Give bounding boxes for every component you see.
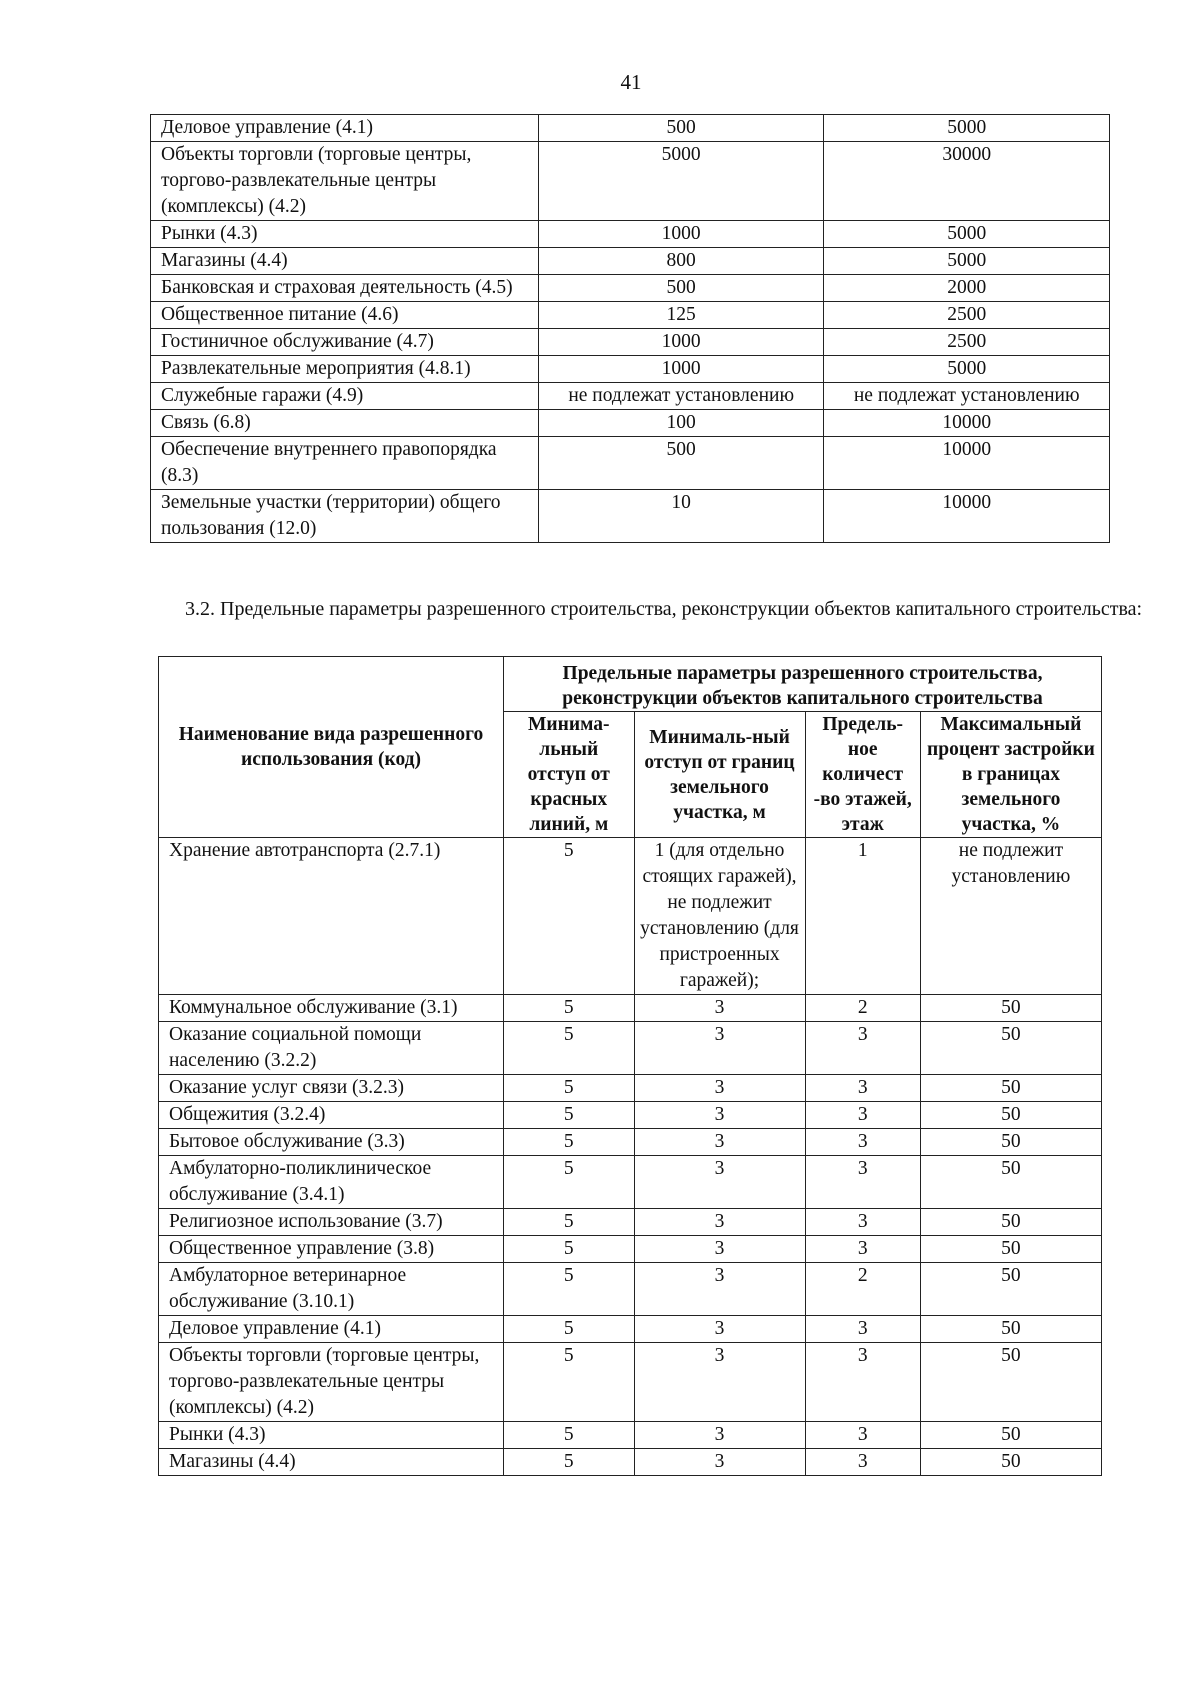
header-border-offset: Минималь-ный отступ от границ земельного участка, м	[634, 712, 805, 838]
floor-limit-cell: 3	[805, 1102, 920, 1129]
border-offset-cell: 3	[634, 1449, 805, 1476]
usage-name-cell: Амбулаторно-поликлиническое обслуживание (3.4.1)	[159, 1156, 504, 1209]
usage-name-cell: Хранение автотранспорта (2.7.1)	[159, 838, 504, 995]
table-row	[151, 410, 1110, 437]
floor-limit-cell: 3	[805, 1422, 920, 1449]
min-area-cell: 5000	[538, 142, 824, 221]
floor-limit-cell: 3	[805, 1449, 920, 1476]
border-offset-cell: 3	[634, 1156, 805, 1209]
min-area-cell: 500	[538, 275, 824, 302]
header-parameters-group: Предельные параметры разрешенного строительства, реконструкции объектов капитального строительства	[504, 657, 1102, 712]
table-row	[151, 302, 1110, 329]
table-row	[151, 142, 1110, 221]
usage-name-cell: Связь (6.8)	[151, 410, 539, 437]
red-line-offset-cell: 5	[504, 1075, 635, 1102]
red-line-offset-cell: 5	[504, 1316, 635, 1343]
max-coverage-cell: 50	[920, 1209, 1101, 1236]
min-area-cell: 100	[538, 410, 824, 437]
floor-limit-cell: 2	[805, 1263, 920, 1316]
min-area-cell: 500	[538, 437, 824, 490]
floor-limit-cell: 1	[805, 838, 920, 995]
table-row	[151, 275, 1110, 302]
table-row	[159, 1236, 1102, 1263]
table-row	[151, 490, 1110, 543]
usage-name-cell: Оказание социальной помощи населению (3.2.2)	[159, 1022, 504, 1075]
header-max-coverage: Максимальный процент застройки в границах земельного участка, %	[920, 712, 1101, 838]
usage-name-cell: Объекты торговли (торговые центры, торгово-развлекательные центры (комплексы) (4.2)	[151, 142, 539, 221]
floor-limit-cell: 3	[805, 1209, 920, 1236]
table-row	[159, 1022, 1102, 1075]
construction-parameters-header	[159, 657, 1102, 838]
max-area-cell: 10000	[824, 437, 1110, 490]
usage-name-cell: Общественное питание (4.6)	[151, 302, 539, 329]
max-area-cell: 5000	[824, 221, 1110, 248]
construction-parameters-body	[159, 838, 1102, 1476]
usage-name-cell: Обеспечение внутреннего правопорядка (8.3)	[151, 437, 539, 490]
usage-name-cell: Коммунальное обслуживание (3.1)	[159, 995, 504, 1022]
section-3-2-paragraph: 3.2. Предельные параметры разрешенного строительства, реконструкции объектов капитального строительства:	[185, 598, 1143, 620]
min-area-cell: 1000	[538, 329, 824, 356]
max-area-cell: 5000	[824, 248, 1110, 275]
min-area-cell: 125	[538, 302, 824, 329]
max-coverage-cell: 50	[920, 1022, 1101, 1075]
table-row	[159, 995, 1102, 1022]
usage-name-cell: Общественное управление (3.8)	[159, 1236, 504, 1263]
max-coverage-cell: 50	[920, 1422, 1101, 1449]
max-area-cell: не подлежат установлению	[824, 383, 1110, 410]
border-offset-cell: 3	[634, 1209, 805, 1236]
table-row	[159, 1075, 1102, 1102]
floor-limit-cell: 3	[805, 1022, 920, 1075]
red-line-offset-cell: 5	[504, 1156, 635, 1209]
max-area-cell: 2000	[824, 275, 1110, 302]
usage-name-cell: Рынки (4.3)	[159, 1422, 504, 1449]
floor-limit-cell: 3	[805, 1129, 920, 1156]
max-coverage-cell: 50	[920, 1236, 1101, 1263]
max-area-cell: 2500	[824, 329, 1110, 356]
min-area-cell: 800	[538, 248, 824, 275]
header-red-line-offset: Минима-льный отступ от красных линий, м	[504, 712, 635, 838]
floor-limit-cell: 2	[805, 995, 920, 1022]
max-area-cell: 5000	[824, 115, 1110, 142]
table-row	[159, 1449, 1102, 1476]
min-area-cell: 10	[538, 490, 824, 543]
header-row-1	[159, 657, 1102, 712]
usage-name-cell: Магазины (4.4)	[151, 248, 539, 275]
max-area-cell: 5000	[824, 356, 1110, 383]
table-row	[159, 1102, 1102, 1129]
red-line-offset-cell: 5	[504, 1129, 635, 1156]
border-offset-cell: 3	[634, 1102, 805, 1129]
border-offset-cell: 3	[634, 1343, 805, 1422]
usage-name-cell: Общежития (3.2.4)	[159, 1102, 504, 1129]
table-row	[151, 221, 1110, 248]
usage-name-cell: Деловое управление (4.1)	[159, 1316, 504, 1343]
red-line-offset-cell: 5	[504, 1236, 635, 1263]
border-offset-cell: 3	[634, 1022, 805, 1075]
max-coverage-cell: не подлежит установлению	[920, 838, 1101, 995]
floor-limit-cell: 3	[805, 1156, 920, 1209]
max-coverage-cell: 50	[920, 995, 1101, 1022]
red-line-offset-cell: 5	[504, 1422, 635, 1449]
header-floor-limit: Предель-ное количест -во этажей, этаж	[805, 712, 920, 838]
border-offset-cell: 3	[634, 1129, 805, 1156]
max-area-cell: 10000	[824, 410, 1110, 437]
usage-name-cell: Объекты торговли (торговые центры, торгово-развлекательные центры (комплексы) (4.2)	[159, 1343, 504, 1422]
floor-limit-cell: 3	[805, 1343, 920, 1422]
table-row	[159, 1422, 1102, 1449]
table-row	[151, 248, 1110, 275]
border-offset-cell: 1 (для отдельно стоящих гаражей), не подлежит установлению (для пристроенных гаражей);	[634, 838, 805, 995]
border-offset-cell: 3	[634, 1263, 805, 1316]
max-coverage-cell: 50	[920, 1449, 1101, 1476]
usage-name-cell: Оказание услуг связи (3.2.3)	[159, 1075, 504, 1102]
red-line-offset-cell: 5	[504, 1209, 635, 1236]
usage-name-cell: Служебные гаражи (4.9)	[151, 383, 539, 410]
usage-name-cell: Магазины (4.4)	[159, 1449, 504, 1476]
red-line-offset-cell: 5	[504, 1343, 635, 1422]
red-line-offset-cell: 5	[504, 995, 635, 1022]
table-row	[151, 356, 1110, 383]
min-area-cell: 1000	[538, 221, 824, 248]
table-row	[151, 115, 1110, 142]
table-row	[159, 1316, 1102, 1343]
table-row	[151, 329, 1110, 356]
red-line-offset-cell: 5	[504, 838, 635, 995]
border-offset-cell: 3	[634, 1316, 805, 1343]
red-line-offset-cell: 5	[504, 1263, 635, 1316]
land-plot-size-table-body	[151, 115, 1110, 543]
border-offset-cell: 3	[634, 1236, 805, 1263]
usage-name-cell: Земельные участки (территории) общего пользования (12.0)	[151, 490, 539, 543]
max-area-cell: 2500	[824, 302, 1110, 329]
table-row	[159, 838, 1102, 995]
usage-name-cell: Рынки (4.3)	[151, 221, 539, 248]
floor-limit-cell: 3	[805, 1316, 920, 1343]
construction-parameters-table	[158, 656, 1102, 1476]
page-number: 41	[620, 70, 642, 94]
max-area-cell: 30000	[824, 142, 1110, 221]
usage-name-cell: Амбулаторное ветеринарное обслуживание (3.10.1)	[159, 1263, 504, 1316]
red-line-offset-cell: 5	[504, 1102, 635, 1129]
border-offset-cell: 3	[634, 1075, 805, 1102]
max-coverage-cell: 50	[920, 1156, 1101, 1209]
usage-name-cell: Банковская и страховая деятельность (4.5)	[151, 275, 539, 302]
max-coverage-cell: 50	[920, 1102, 1101, 1129]
border-offset-cell: 3	[634, 995, 805, 1022]
max-coverage-cell: 50	[920, 1263, 1101, 1316]
table-row	[159, 1263, 1102, 1316]
table-row	[159, 1209, 1102, 1236]
floor-limit-cell: 3	[805, 1075, 920, 1102]
min-area-cell: 500	[538, 115, 824, 142]
max-coverage-cell: 50	[920, 1075, 1101, 1102]
usage-name-cell: Бытовое обслуживание (3.3)	[159, 1129, 504, 1156]
table-row	[159, 1156, 1102, 1209]
usage-name-cell: Религиозное использование (3.7)	[159, 1209, 504, 1236]
header-usage-name: Наименование вида разрешенного использования (код)	[159, 657, 504, 838]
table-row	[151, 383, 1110, 410]
red-line-offset-cell: 5	[504, 1022, 635, 1075]
table-row	[151, 437, 1110, 490]
table-row	[159, 1343, 1102, 1422]
table-row	[159, 1129, 1102, 1156]
max-coverage-cell: 50	[920, 1316, 1101, 1343]
max-coverage-cell: 50	[920, 1343, 1101, 1422]
usage-name-cell: Гостиничное обслуживание (4.7)	[151, 329, 539, 356]
border-offset-cell: 3	[634, 1422, 805, 1449]
min-area-cell: 1000	[538, 356, 824, 383]
floor-limit-cell: 3	[805, 1236, 920, 1263]
red-line-offset-cell: 5	[504, 1449, 635, 1476]
max-coverage-cell: 50	[920, 1129, 1101, 1156]
usage-name-cell: Развлекательные мероприятия (4.8.1)	[151, 356, 539, 383]
max-area-cell: 10000	[824, 490, 1110, 543]
land-plot-size-table	[150, 114, 1110, 543]
usage-name-cell: Деловое управление (4.1)	[151, 115, 539, 142]
min-area-cell: не подлежат установлению	[538, 383, 824, 410]
